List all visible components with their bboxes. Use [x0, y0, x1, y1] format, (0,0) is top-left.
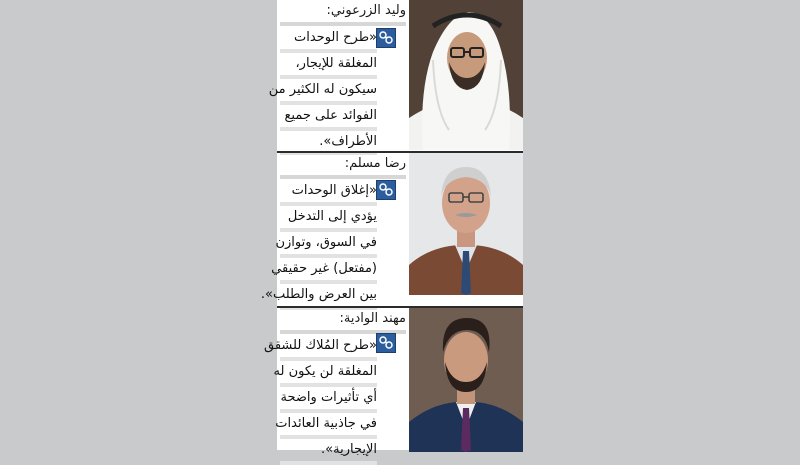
man-in-white-ghutra-with-glasses-photo	[409, 0, 523, 150]
portrait-photo-1	[409, 0, 523, 150]
quote-text	[268, 27, 377, 157]
quote-line: «طرح المُلاك للشقق	[280, 335, 377, 361]
quote-text	[260, 180, 377, 310]
article-sidebar-column	[260, 0, 523, 457]
quote-line: في جاذبية العائدات	[280, 413, 377, 439]
quote-line: سيكون له الكثير من	[280, 79, 377, 105]
quote-line: المغلقة للإيجار،	[280, 53, 377, 79]
quote-line: (مفتعل) غير حقيقي	[280, 258, 377, 284]
quote-text	[264, 335, 377, 465]
person-name: وليد الزرعوني:	[280, 2, 406, 26]
quote-line: بين العرض والطلب».	[280, 284, 377, 310]
quote-line: يؤدي إلى التدخل	[280, 206, 377, 232]
young-man-in-navy-suit-photo	[409, 308, 523, 452]
quote-line: الأطراف».	[280, 131, 377, 157]
portrait-photo-2	[409, 153, 523, 295]
quote-line: «إغلاق الوحدات	[280, 180, 377, 206]
profile-block	[260, 151, 523, 307]
profile-block	[264, 306, 523, 457]
portrait-photo-3	[409, 308, 523, 452]
quote-line: الفوائد على جميع	[280, 105, 377, 131]
quote-line: أي تأثيرات واضحة	[280, 387, 377, 413]
person-name: رضا مسلم:	[280, 155, 406, 179]
person-name: مهند الوادية:	[280, 310, 406, 334]
quote-icon	[376, 333, 396, 353]
quote-line: «طرح الوحدات	[280, 27, 377, 53]
quote-icon	[376, 28, 396, 48]
quote-line: المغلقة لن يكون له	[280, 361, 377, 387]
profile-block	[268, 0, 523, 150]
man-in-suit-with-glasses-photo	[409, 153, 523, 295]
quote-line: في السوق، وتوازن	[280, 232, 377, 258]
quote-icon	[376, 180, 396, 200]
quote-line: الإيجارية».	[280, 439, 377, 465]
